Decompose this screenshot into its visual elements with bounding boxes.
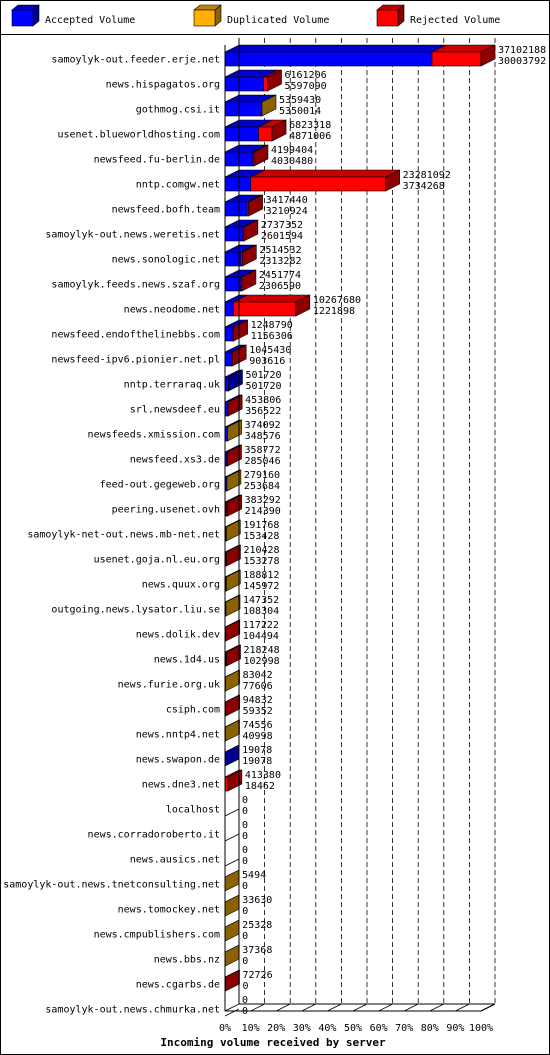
x-tick-label: 70% (395, 1023, 414, 1034)
x-tick-label: 10% (241, 1023, 260, 1034)
offered-value-label: 83042 (242, 670, 273, 681)
category-label: news.swapon.de (135, 754, 220, 766)
accepted-value-label: 0 (242, 906, 249, 917)
x-tick-label: 60% (369, 1023, 388, 1034)
category-label: newsfeed-ipv6.pionier.net.pl (51, 354, 220, 366)
offered-value-label: 6161206 (284, 70, 327, 81)
accepted-value-label: 4030480 (270, 156, 314, 167)
category-label: nntp.terraraq.uk (123, 379, 220, 391)
offered-value-label: 37102188 (498, 45, 547, 56)
offered-value-label: 147352 (243, 595, 280, 606)
category-label: nntp.comgw.net (135, 179, 220, 191)
accepted-value-label: 903616 (249, 356, 286, 367)
category-label: newsfeed.fu-berlin.de (93, 154, 220, 166)
category-label: news.corradoroberto.it (87, 829, 220, 841)
bar-segment (225, 52, 432, 66)
offered-value-label: 72726 (242, 970, 273, 981)
accepted-value-label: 0 (242, 806, 249, 817)
category-label: news.dne3.net (141, 779, 220, 791)
accepted-value-label: 0 (242, 956, 249, 967)
category-label: news.neodome.net (123, 304, 220, 316)
category-label: news.furie.org.uk (117, 679, 220, 691)
accepted-value-label: 153278 (243, 556, 280, 567)
category-label: news.quux.org (141, 579, 220, 591)
accepted-value-label: 153428 (243, 531, 280, 542)
accepted-value-label: 18462 (244, 781, 275, 792)
accepted-value-label: 253684 (243, 481, 281, 492)
category-label: usenet.goja.nl.eu.org (93, 554, 220, 566)
x-axis-label: Incoming volume received by server (160, 1036, 386, 1049)
legend-label: Rejected Volume (410, 15, 501, 26)
category-label: samoylyk-out.feeder.erje.net (51, 54, 220, 66)
category-label: samoylyk-out.news.tnetconsulting.net (3, 879, 220, 891)
x-tick-label: 0% (218, 1023, 232, 1034)
accepted-value-label: 19078 (242, 756, 273, 767)
offered-value-label: 5359430 (278, 95, 322, 106)
offered-value-label: 2514532 (259, 245, 302, 256)
offered-value-label: 4199404 (270, 145, 314, 156)
accepted-value-label: 285046 (244, 456, 281, 467)
legend-label: Accepted Volume (45, 15, 136, 26)
offered-value-label: 37368 (242, 945, 273, 956)
accepted-value-label: 4871006 (289, 131, 332, 142)
category-label: newsfeed.bofh.team (111, 204, 220, 216)
accepted-value-label: 145972 (243, 581, 280, 592)
accepted-value-label: 348576 (244, 431, 281, 442)
offered-value-label: 413380 (244, 770, 281, 781)
category-label: samoylyk-out.news.chmurka.net (45, 1004, 220, 1016)
offered-value-label: 0 (242, 995, 249, 1006)
legend-label: Duplicated Volume (227, 15, 330, 26)
bar-segment (225, 77, 264, 91)
category-label: news.1d4.us (153, 654, 220, 666)
category-label: news.cmpublishers.com (93, 929, 220, 941)
accepted-value-label: 2601594 (260, 231, 304, 242)
offered-value-label: 10267680 (312, 295, 362, 306)
category-label: outgoing.news.lysator.liu.se (51, 604, 220, 616)
accepted-value-label: 0 (242, 1006, 249, 1017)
accepted-value-label: 5350014 (278, 106, 322, 117)
offered-value-label: 358772 (244, 445, 281, 456)
accepted-value-label: 2313282 (259, 256, 302, 267)
offered-value-label: 5494 (242, 870, 267, 881)
offered-value-label: 1045430 (249, 345, 292, 356)
offered-value-label: 279160 (243, 470, 281, 481)
bar-segment (251, 177, 386, 191)
bar-segment (225, 352, 231, 366)
bar-top-face (251, 170, 400, 177)
x-tick-label: 100% (468, 1023, 494, 1034)
category-label: news.ausics.net (129, 854, 220, 866)
accepted-value-label: 77606 (242, 681, 273, 692)
bar-segment (259, 127, 272, 141)
accepted-value-label: 0 (242, 931, 249, 942)
offered-value-label: 383292 (244, 495, 281, 506)
offered-value-label: 6823318 (289, 120, 332, 131)
category-label: samoylyk-out.news.weretis.net (45, 229, 220, 241)
accepted-value-label: 0 (242, 831, 249, 842)
x-tick-label: 80% (420, 1023, 439, 1034)
offered-value-label: 2737352 (260, 220, 304, 231)
bar-segment (225, 777, 228, 791)
accepted-value-label: 108304 (243, 606, 280, 617)
offered-value-label: 74556 (242, 720, 273, 731)
accepted-value-label: 104494 (242, 631, 279, 642)
accepted-value-label: 1156306 (250, 331, 293, 342)
x-tick-label: 30% (292, 1023, 311, 1034)
category-label: news.bbs.nz (153, 954, 220, 966)
bar-segment (225, 377, 228, 391)
category-label: newsfeeds.xmission.com (87, 429, 220, 441)
legend-swatch (194, 10, 215, 26)
category-label: srl.newsdeef.eu (129, 404, 220, 416)
accepted-value-label: 3734268 (402, 181, 445, 192)
category-label: news.nntp4.net (135, 729, 220, 741)
x-tick-label: 50% (343, 1023, 363, 1034)
category-label: news.hispagatos.org (105, 79, 220, 91)
offered-value-label: 23281092 (402, 170, 451, 181)
accepted-value-label: 5597090 (284, 81, 327, 92)
category-label: newsfeed.xs3.de (129, 454, 220, 466)
accepted-value-label: 3210924 (265, 206, 308, 217)
bar-segment (225, 227, 243, 241)
category-label: peering.usenet.ovh (111, 504, 220, 516)
offered-value-label: 19078 (242, 745, 273, 756)
bar-segment (225, 327, 233, 341)
accepted-value-label: 214390 (244, 506, 281, 517)
offered-value-label: 117222 (242, 620, 279, 631)
x-tick-label: 40% (318, 1023, 337, 1034)
accepted-value-label: 356522 (245, 406, 282, 417)
offered-value-label: 25328 (242, 920, 273, 931)
accepted-value-label: 102998 (243, 656, 280, 667)
offered-value-label: 33630 (242, 895, 273, 906)
accepted-value-label: 30003792 (498, 56, 547, 67)
x-tick-label: 20% (267, 1023, 286, 1034)
accepted-value-label: 0 (242, 881, 249, 892)
category-label: usenet.blueworldhosting.com (57, 129, 220, 141)
offered-value-label: 191768 (243, 520, 280, 531)
legend-swatch (12, 10, 33, 26)
category-label: gothmog.csi.it (135, 104, 220, 116)
bar-top-face (225, 45, 446, 52)
category-label: news.cgarbs.de (135, 979, 220, 991)
category-label: news.dolik.dev (135, 629, 220, 641)
accepted-value-label: 0 (242, 856, 249, 867)
offered-value-label: 210428 (243, 545, 280, 556)
category-label: localhost (165, 804, 220, 816)
bar-segment (225, 102, 262, 116)
category-label: csiph.com (165, 704, 220, 716)
bar-segment (225, 177, 251, 191)
category-label: news.tomockey.net (117, 904, 220, 916)
offered-value-label: 501720 (245, 370, 282, 381)
bar-segment (225, 302, 233, 316)
offered-value-label: 0 (242, 795, 249, 806)
bar-segment (233, 302, 295, 316)
legend-swatch (377, 10, 398, 26)
offered-value-label: 374092 (244, 420, 281, 431)
bar-segment (225, 127, 259, 141)
offered-value-label: 1248790 (250, 320, 293, 331)
accepted-value-label: 59352 (242, 706, 273, 717)
offered-value-label: 453806 (245, 395, 282, 406)
offered-value-label: 94832 (242, 695, 273, 706)
category-label: samoylyk.feeds.news.szaf.org (51, 279, 220, 291)
offered-value-label: 3417440 (265, 195, 308, 206)
category-label: newsfeed.endofthelinebbs.com (51, 329, 220, 341)
offered-value-label: 0 (242, 845, 249, 856)
bar-segment (264, 77, 268, 91)
accepted-value-label: 1221898 (312, 306, 356, 317)
bar-segment (225, 202, 247, 216)
offered-value-label: 0 (242, 820, 249, 831)
accepted-value-label: 2306590 (258, 281, 302, 292)
offered-value-label: 2451774 (258, 270, 302, 281)
category-label: feed-out.gegeweb.org (99, 479, 220, 491)
x-tick-label: 90% (446, 1023, 465, 1034)
accepted-value-label: 501720 (245, 381, 282, 392)
offered-value-label: 188812 (243, 570, 280, 581)
category-label: samoylyk-net-out.news.mb-net.net (27, 529, 220, 541)
category-label: news.sonologic.net (111, 254, 220, 266)
offered-value-label: 218248 (243, 645, 280, 656)
bar-segment (432, 52, 481, 66)
accepted-value-label: 0 (242, 981, 249, 992)
accepted-value-label: 40998 (242, 731, 273, 742)
